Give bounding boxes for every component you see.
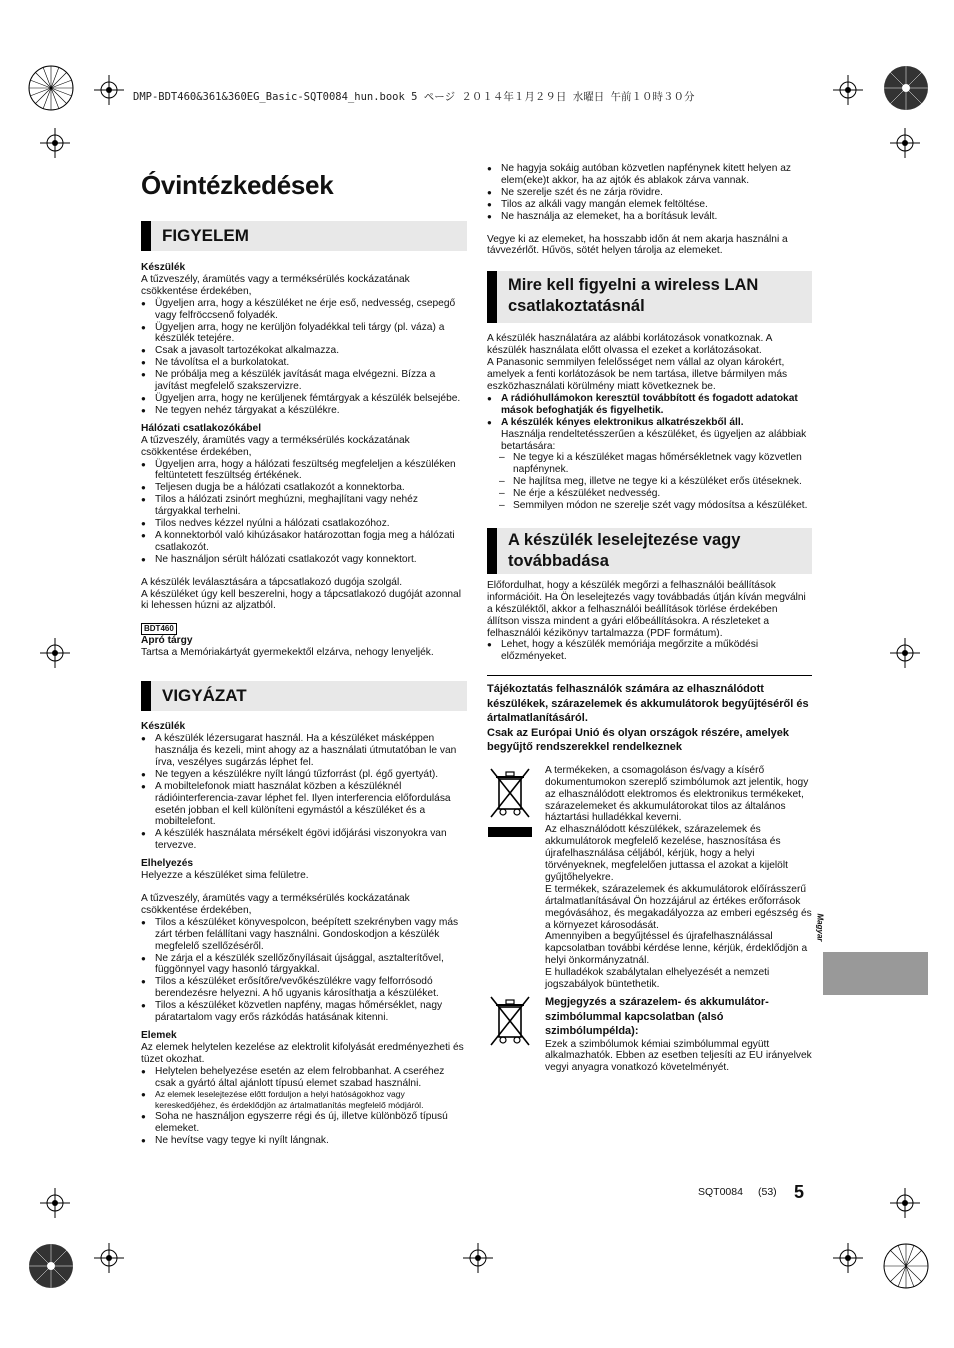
list-item: ● Ne hevítse vagy tegye ki nyílt lángnak. bbox=[141, 1135, 467, 1147]
list-item: ● Tilos az alkáli vagy mangán elemek feltöltése. bbox=[487, 199, 812, 211]
bullet-list bbox=[487, 163, 812, 223]
list-item: ● Tilos a készüléket könyvespolcon, beépített szekrényben vagy más zárt térben felállítani vagy használni. Gondoskodjon a készülék megfelelő szellőzéséről. bbox=[141, 917, 467, 953]
model-badge: BDT460 bbox=[141, 623, 177, 635]
list-item: – Ne tegye ki a készüléket magas hőmérsékletnek vagy közvetlen napfénynek. bbox=[499, 452, 812, 476]
list-item: ● Ne zárja el a készülék szellőzőnyílásait újsággal, asztalterítővel, függönnyel vagy hasonló tárgyakkal. bbox=[141, 953, 467, 977]
weee-heading: Tájékoztatás felhasználók számára az elhasználódott készülékek, szárazelemek és akkumulátorok begyűjtéséről és ártalmatlanításáról. bbox=[487, 683, 809, 725]
crossed-bin-icon bbox=[487, 995, 533, 1051]
list-item: ● A rádióhullámokon keresztül továbbított és fogadott adatokat mások befoghatják és figyelhetik. bbox=[487, 393, 812, 417]
paragraph: A tűzveszély, áramütés vagy a terméksérülés kockázatának csökkentése érdekében, bbox=[141, 273, 410, 297]
registration-mark-icon bbox=[833, 75, 863, 105]
left-column bbox=[141, 221, 467, 1147]
paragraph: A termékeken, a csomagoláson és/vagy a kísérő dokumentumokon szereplő szimbólumok azt jelentik, hogy az elhasználódott elektromos és elektronikus termékeket, szárazelemeket és akkumulátorokat tilos az általános háztartási hulladékkal keverni. bbox=[545, 764, 809, 824]
list-item: ● Ne tegyen a készülékre nyílt lángú tűzforrást (pl. égő gyertyát). bbox=[141, 769, 467, 781]
figyelem-heading: FIGYELEM bbox=[141, 221, 467, 251]
list-item: ● Ügyeljen arra, hogy a hálózati feszültség megfeleljen a készüléken feltüntetett feszültség értékének. bbox=[141, 459, 467, 483]
crop-circle-icon bbox=[880, 1240, 932, 1292]
section-subtitle: Hálózati csatlakozókábel bbox=[141, 422, 262, 434]
bullet-list bbox=[141, 1066, 467, 1148]
registration-mark-icon bbox=[890, 638, 920, 668]
registration-mark-icon bbox=[463, 1243, 493, 1273]
paragraph: E hulladékok szabálytalan elhelyezését a nemzeti jogszabályok büntethetik. bbox=[545, 967, 770, 991]
list-item: ● Lehet, hogy a készülék memóriája megőrzite a működési előzményeket. bbox=[487, 639, 812, 663]
section-subtitle: Apró tárgy bbox=[141, 635, 193, 647]
registration-mark-icon bbox=[40, 638, 70, 668]
page-title: Óvintézkedések bbox=[141, 170, 334, 200]
paragraph: A tűzveszély, áramütés vagy a terméksérülés kockázatának csökkentése érdekében, bbox=[141, 892, 410, 916]
registration-mark-icon bbox=[833, 1243, 863, 1273]
list-item: ● A készülék lézersugarat használ. Ha a készüléket másképpen használja és kezeli, mint ahogy az a használati útmutatóban le van írva, veszélyes sugárzás léphet fel. bbox=[141, 733, 467, 769]
list-item: ● Ne távolítsa el a burkolatokat. bbox=[141, 357, 467, 369]
paragraph: A készüléket úgy kell beszerelni, hogy a tápcsatlakozó dugóját azonnal ki lehessen húzni az aljzatból. bbox=[141, 588, 461, 612]
weee-subheading: Csak az Európai Unió és olyan országok részére, amelyek begyűjtő rendszerekkel rendelkeznek bbox=[487, 726, 790, 754]
section-subtitle: Elhelyezés bbox=[141, 858, 194, 870]
bullet-list bbox=[141, 733, 467, 852]
crop-circle-icon bbox=[25, 62, 77, 114]
page-number: 5 bbox=[794, 1182, 805, 1202]
list-item: ● Tilos a hálózati zsinórt meghúzni, meghajlítani vagy nehéz tárgyakkal terhelni. bbox=[141, 494, 467, 518]
list-item: ● A készülék használata mérsékelt égövi időjárási viszonyokra van tervezve. bbox=[141, 828, 467, 852]
registration-mark-icon bbox=[890, 1188, 920, 1218]
disposal-heading: A készülék leselejtezése vagy továbbadása bbox=[487, 528, 812, 574]
list-item: ● Tilos nedves kézzel nyúlni a hálózati csatlakozóhoz. bbox=[141, 518, 467, 530]
right-column bbox=[487, 163, 812, 1074]
list-item: ● Ügyeljen arra, hogy ne kerüljenek fémtárgyak a készülék belsejébe. bbox=[141, 393, 467, 405]
section-subtitle: Készülék bbox=[141, 721, 186, 733]
bullet-list bbox=[141, 459, 467, 566]
paragraph: E termékek, szárazelemek és akkumulátorok előírásszerű ártalmatlanításával Ön hozzájárul az értékes erőforrások megóvásához, és megakadályozza az emberi egészség és a környezet károsodását. bbox=[545, 883, 812, 931]
paragraph: A készülék leválasztására a tápcsatlakozó dugója szolgál. bbox=[141, 576, 403, 588]
paragraph: Tartsa a Memóriakártyát gyermekektől elzárva, nehogy lenyeljék. bbox=[141, 647, 434, 659]
bullet-list bbox=[487, 393, 812, 453]
paragraph: Ezek a szimbólumok kémiai szimbólummal együtt alkalmazhatók. Ebben az esetben teljesíti az EU irányelvek vegyi anyagra vonatkozó követelményét. bbox=[545, 1038, 812, 1074]
list-item: ● Tilos a készüléket erősítőre/vevőkészülékre vagy felforrósodó berendezésre helyezni. A hő ugyanis károsíthatja a készüléket. bbox=[141, 976, 467, 1000]
divider bbox=[487, 675, 812, 676]
registration-mark-icon bbox=[40, 1188, 70, 1218]
list-item: ● Ne használja az elemeket, ha a borításuk levált. bbox=[487, 211, 812, 223]
side-tab bbox=[823, 952, 928, 995]
list-item: ● Az elemek leselejtezése előtt forduljon a helyi hatóságokhoz vagy kereskedőjéhez, és érdeklődjön az ártalmatlanítás megfelelő módjáról. bbox=[141, 1089, 467, 1111]
list-item: ● Ne próbálja meg a készülék javítását maga elvégezni. Bízza a javítást megfelelő szakszervizre. bbox=[141, 369, 467, 393]
list-item: ● Ne szerelje szét és ne zárja rövidre. bbox=[487, 187, 812, 199]
list-item: ● Ne használjon sérült hálózati csatlakozót vagy konnektort. bbox=[141, 554, 467, 566]
battery-note-block bbox=[487, 995, 812, 1074]
list-item: ● Ügyeljen arra, hogy ne kerüljön folyadékkal teli tárgy (pl. váza) a készülék tetejére. bbox=[141, 322, 467, 346]
list-item: ● A konnektorból való kihúzásakor határozottan fogja meg a hálózati csatlakozót. bbox=[141, 530, 467, 554]
note-title: Megjegyzés a szárazelem- és akkumulátor-szimbólummal kapcsolatban (alsó szimbólumpélda): bbox=[545, 996, 769, 1037]
registration-mark-icon bbox=[40, 128, 70, 158]
list-item: – Ne hajlítsa meg, illetve ne tegye ki a készüléket erős ütéseknek. bbox=[499, 476, 812, 488]
section-subtitle: Készülék bbox=[141, 262, 186, 273]
list-item: ● Tilos a készüléket közvetlen napfény, magas hőmérséklet, nagy páratartalom vagy erős rázkódás hatásának kitenni. bbox=[141, 1000, 467, 1024]
crop-circle-icon bbox=[880, 62, 932, 114]
list-item: ● Ügyeljen arra, hogy a készüléket ne érje eső, nedvesség, csepegő vagy felfröccsenő folyadék. bbox=[141, 298, 467, 322]
paragraph: Amennyiben a begyűjtéssel és újrafelhasználással kapcsolatban további kérdése lenne, kérjük, érdeklődjön a helyi önkormányzatnál. bbox=[545, 931, 808, 967]
list-item: ● Helytelen behelyezése esetén az elem felrobbanhat. A cseréhez csak a gyártó által ajánlott típusú elemet szabad használni. bbox=[141, 1066, 467, 1090]
registration-mark-icon bbox=[94, 1243, 124, 1273]
vigyazat-heading: VIGYÁZAT bbox=[141, 681, 467, 711]
list-item: ● Teljesen dugja be a hálózati csatlakozót a konnektorba. bbox=[141, 482, 467, 494]
list-item: ● Ne tegyen nehéz tárgyakat a készülékre. bbox=[141, 405, 467, 417]
bullet-list bbox=[487, 639, 812, 663]
wlan-heading: Mire kell figyelni a wireless LAN csatlakoztatásnál bbox=[487, 271, 812, 323]
paragraph: Vegye ki az elemeket, ha hosszabb időn át nem akarja használni a távvezérlőt. Hűvös, sötét helyen tárolja az elemeket. bbox=[487, 233, 788, 257]
list-item: ● A készülék kényes elektronikus alkatrészekből áll. Használja rendeltetésszerűen a készüléket, és ügyeljen az alábbiak betartására: bbox=[487, 417, 812, 453]
paragraph: Előfordulhat, hogy a készülék megőrzi a felhasználói beállítások információit. Ha Ön leselejtezés vagy továbbadás útján kíván megválni a készüléktől, akkor a felhasználói beállítások törlése érdekében állítson vissza mindent a gyári előbeállításokra. A részleteket a felhasználói kézikönyv tartalmazza (PDF formátum). bbox=[487, 579, 806, 639]
registration-mark-icon bbox=[890, 128, 920, 158]
list-item: ● Ne hagyja sokáig autóban közvetlen napfénynek kitett helyen az elem(eke)t akkor, ha az ajtók és ablakok zárva vannak. bbox=[487, 163, 812, 187]
list-item: ● Soha ne használjon egyszerre régi és új, illetve különböző típusú elemeket. bbox=[141, 1111, 467, 1135]
dash-list bbox=[487, 452, 812, 512]
weee-block bbox=[487, 765, 812, 991]
list-item: – Semmilyen módon ne szerelje szét vagy módosítsa a készüléket. bbox=[499, 500, 812, 512]
list-item: ● A mobiltelefonok miatt használat közben a készüléknél rádióinterferencia-zavar léphet fel. Ilyen interferencia előfordulása esetén jobban el kell különíteni egymástól a készüléket és a mobiltelefont. bbox=[141, 781, 467, 829]
footer-code: SQT0084 bbox=[698, 1186, 743, 1198]
paragraph: A Panasonic semmilyen felelősséget nem vállal az olyan károkért, amelyek a fenti korlátozások be nem tartása, illetve bármilyen más eszközhasználati körülmény miatt következnek be. bbox=[487, 357, 788, 392]
crossed-bin-icon bbox=[487, 765, 533, 845]
side-language-label: Magyar bbox=[815, 913, 825, 942]
footer-sub: (53) bbox=[758, 1186, 777, 1198]
print-header: DMP-BDT460&361&360EG_Basic-SQT0084_hun.book 5 ページ ２０１４年１月２９日 水曜日 午前１０時３０分 bbox=[133, 91, 695, 103]
registration-mark-icon bbox=[94, 75, 124, 105]
bullet-list bbox=[141, 917, 467, 1024]
crop-circle-icon bbox=[25, 1240, 77, 1292]
list-item: ● Csak a javasolt tartozékokat alkalmazza. bbox=[141, 345, 467, 357]
paragraph: A tűzveszély, áramütés vagy a terméksérülés kockázatának csökkentése érdekében, bbox=[141, 434, 410, 458]
section-subtitle: Elemek bbox=[141, 1029, 177, 1041]
list-item: – Ne érje a készüléket nedvesség. bbox=[499, 488, 812, 500]
paragraph: Helyezze a készüléket sima felületre. bbox=[141, 870, 309, 882]
paragraph: Az elhasználódott készülékek, szárazelemek és akkumulátorok megfelelő kezelése, hasznosítása és újrafelhasználása céljából, kérjük, hogy a helyi törvényeknek, megfelelően juttassa el azokat a kijelölt gyűjtőhelyekre. bbox=[545, 824, 788, 883]
paragraph: A készülék használatára az alábbi korlátozások vonatkoznak. A készülék használata előtt olvassa el ezeket a korlátozásokat. bbox=[487, 333, 772, 357]
bullet-list bbox=[141, 298, 467, 417]
paragraph: Az elemek helytelen kezelése az elektrolit kifolyását eredményezheti és tüzet okozhat. bbox=[141, 1041, 464, 1065]
